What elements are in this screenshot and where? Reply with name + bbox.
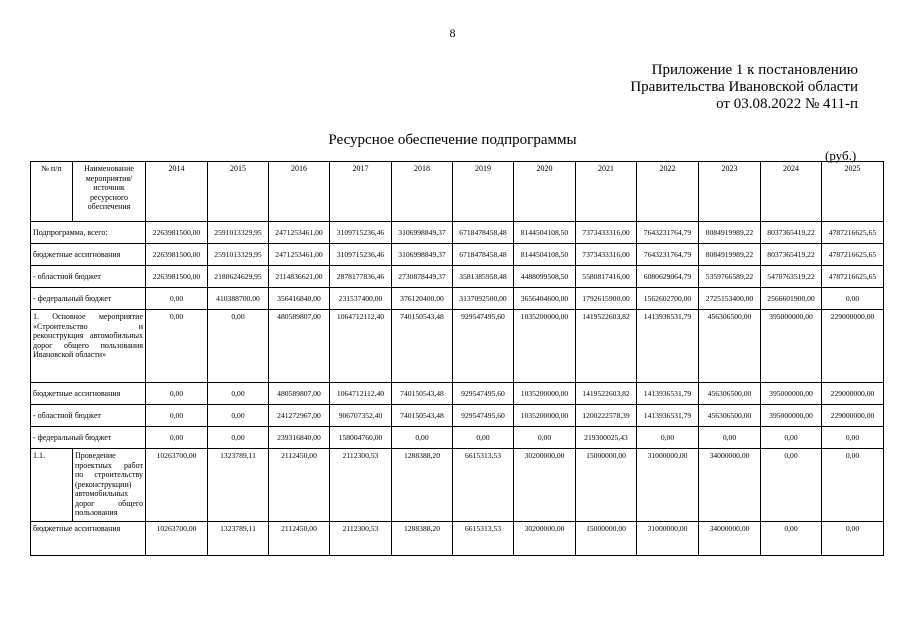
- value-cell: 1288388,20: [392, 449, 453, 522]
- value-cell: 480589807,00: [269, 383, 330, 405]
- value-cell: 6080629064,79: [637, 266, 699, 288]
- value-cell: 0,00: [208, 405, 269, 427]
- row-label: Подпрограмма, всего:: [31, 222, 146, 244]
- value-cell: 158004760,00: [330, 427, 392, 449]
- value-cell: 1562602700,00: [637, 288, 699, 310]
- value-cell: 1288388,20: [392, 522, 453, 556]
- value-cell: 5359766589,22: [699, 266, 761, 288]
- value-cell: 929547495,60: [453, 383, 514, 405]
- table-row: [31, 244, 884, 266]
- value-cell: 2566601900,00: [761, 288, 822, 310]
- value-cell: 1792615900,00: [576, 288, 637, 310]
- value-cell: 740150543,48: [392, 383, 453, 405]
- row-label: Проведение проектных работ по строительству (реконструкции) автомобильных дорог общего пользования: [73, 449, 146, 522]
- table-row: [31, 222, 884, 244]
- value-cell: 456306500,00: [699, 310, 761, 383]
- value-cell: 3581385958,48: [453, 266, 514, 288]
- value-cell: 6615313,53: [453, 449, 514, 522]
- value-cell: 8144504108,50: [514, 244, 576, 266]
- table-row: [31, 405, 884, 427]
- value-cell: 2112300,53: [330, 522, 392, 556]
- value-cell: 2112450,00: [269, 449, 330, 522]
- value-cell: 3656404600,00: [514, 288, 576, 310]
- row-label: - федеральный бюджет: [31, 288, 146, 310]
- value-cell: 1064712112,40: [330, 383, 392, 405]
- value-cell: 0,00: [761, 522, 822, 556]
- value-cell: 2114836621,00: [269, 266, 330, 288]
- value-cell: 2263981500,00: [146, 244, 208, 266]
- value-cell: 0,00: [822, 288, 884, 310]
- value-cell: 0,00: [822, 522, 884, 556]
- header-year: 2023: [699, 162, 761, 222]
- currency-unit: (руб.): [825, 148, 857, 163]
- value-cell: 0,00: [208, 310, 269, 383]
- value-cell: 8084919989,22: [699, 222, 761, 244]
- value-cell: 410388700,00: [208, 288, 269, 310]
- row-label: - федеральный бюджет: [31, 427, 146, 449]
- header-year: 2014: [146, 162, 208, 222]
- value-cell: 0,00: [392, 427, 453, 449]
- value-cell: 2263981500,00: [146, 222, 208, 244]
- header-name: Наименование мероприятия/ источник ресурсного обеспечения: [73, 162, 146, 222]
- value-cell: 376120400,00: [392, 288, 453, 310]
- value-cell: 3109715236,46: [330, 244, 392, 266]
- header-year: 2020: [514, 162, 576, 222]
- value-cell: 929547495,60: [453, 310, 514, 383]
- value-cell: 395000000,00: [761, 405, 822, 427]
- row-label: - областной бюджет: [31, 405, 146, 427]
- value-cell: 6615313,53: [453, 522, 514, 556]
- value-cell: 219300025,43: [576, 427, 637, 449]
- value-cell: 2471253461,00: [269, 244, 330, 266]
- value-cell: 0,00: [822, 449, 884, 522]
- value-cell: 3106998849,37: [392, 244, 453, 266]
- value-cell: 8144504108,50: [514, 222, 576, 244]
- value-cell: 34000000,00: [699, 522, 761, 556]
- header-year: 2019: [453, 162, 514, 222]
- value-cell: 10263700,00: [146, 522, 208, 556]
- value-cell: 1413936531,79: [637, 405, 699, 427]
- value-cell: 2112450,00: [269, 522, 330, 556]
- value-cell: 3137092500,00: [453, 288, 514, 310]
- value-cell: 7643231764,79: [637, 244, 699, 266]
- value-cell: 4488099508,50: [514, 266, 576, 288]
- value-cell: 3109715236,46: [330, 222, 392, 244]
- value-cell: 0,00: [761, 427, 822, 449]
- value-cell: 0,00: [146, 383, 208, 405]
- row-label: бюджетные ассигнования: [31, 244, 146, 266]
- value-cell: 241272967,00: [269, 405, 330, 427]
- value-cell: 8037365419,22: [761, 222, 822, 244]
- value-cell: 1035200000,00: [514, 383, 576, 405]
- header-year: 2021: [576, 162, 637, 222]
- value-cell: 4787216625,65: [822, 266, 884, 288]
- appendix-line-1: Приложение 1 к постановлению: [651, 62, 858, 78]
- value-cell: 34000000,00: [699, 449, 761, 522]
- value-cell: 0,00: [146, 427, 208, 449]
- value-cell: 2263981500,00: [146, 266, 208, 288]
- value-cell: 1413936531,79: [637, 310, 699, 383]
- value-cell: 15000000,00: [576, 449, 637, 522]
- document-title: Ресурсное обеспечение подпрограммы: [328, 132, 577, 148]
- value-cell: 906707352,40: [330, 405, 392, 427]
- value-cell: 2591013329,95: [208, 222, 269, 244]
- value-cell: 0,00: [146, 310, 208, 383]
- header-year: 2016: [269, 162, 330, 222]
- page-number: 8: [449, 26, 456, 40]
- header-year: 2017: [330, 162, 392, 222]
- value-cell: 395000000,00: [761, 310, 822, 383]
- appendix-line-2: Правительства Ивановской области: [630, 79, 858, 95]
- value-cell: 929547495,60: [453, 405, 514, 427]
- value-cell: 3106998849,37: [392, 222, 453, 244]
- value-cell: 231537400,00: [330, 288, 392, 310]
- value-cell: 8084919989,22: [699, 244, 761, 266]
- value-cell: 5580817416,00: [576, 266, 637, 288]
- value-cell: 480589807,00: [269, 310, 330, 383]
- value-cell: 0,00: [453, 427, 514, 449]
- row-label: 1. Основное мероприятие «Строительство и реконструкция автомобильных дорог общего пользования Ивановской области»: [31, 310, 146, 383]
- value-cell: 10263700,00: [146, 449, 208, 522]
- value-cell: 2180624629,95: [208, 266, 269, 288]
- value-cell: 31000000,00: [637, 449, 699, 522]
- value-cell: 356416840,00: [269, 288, 330, 310]
- value-cell: 740150543,48: [392, 405, 453, 427]
- table-row: [31, 310, 884, 383]
- row-label: бюджетные ассигнования: [31, 522, 146, 556]
- value-cell: 2878177836,46: [330, 266, 392, 288]
- value-cell: 0,00: [514, 427, 576, 449]
- value-cell: 7373433316,00: [576, 222, 637, 244]
- value-cell: 4787216625,65: [822, 244, 884, 266]
- value-cell: 0,00: [146, 405, 208, 427]
- value-cell: 229000000,00: [822, 310, 884, 383]
- value-cell: 1413936531,79: [637, 383, 699, 405]
- value-cell: 30200000,00: [514, 522, 576, 556]
- value-cell: 1419522603,82: [576, 310, 637, 383]
- value-cell: 0,00: [699, 427, 761, 449]
- value-cell: 229000000,00: [822, 405, 884, 427]
- value-cell: 0,00: [208, 383, 269, 405]
- value-cell: 0,00: [637, 427, 699, 449]
- value-cell: 1323789,11: [208, 449, 269, 522]
- header-year: 2024: [761, 162, 822, 222]
- table-body: [31, 222, 884, 556]
- table-header-row: [31, 162, 884, 222]
- value-cell: 7643231764,79: [637, 222, 699, 244]
- value-cell: 1419522603,82: [576, 383, 637, 405]
- value-cell: 7373433316,00: [576, 244, 637, 266]
- value-cell: 8037365419,22: [761, 244, 822, 266]
- value-cell: 2112300,53: [330, 449, 392, 522]
- header-year: 2025: [822, 162, 884, 222]
- value-cell: 0,00: [146, 288, 208, 310]
- value-cell: 239316840,00: [269, 427, 330, 449]
- header-year: 2015: [208, 162, 269, 222]
- table-row: [31, 427, 884, 449]
- value-cell: 30200000,00: [514, 449, 576, 522]
- value-cell: 1064712112,40: [330, 310, 392, 383]
- value-cell: 456306500,00: [699, 383, 761, 405]
- value-cell: 5470763519,22: [761, 266, 822, 288]
- table-row: [31, 449, 884, 522]
- value-cell: 1035200000,00: [514, 310, 576, 383]
- value-cell: 6718478458,48: [453, 244, 514, 266]
- value-cell: 15000000,00: [576, 522, 637, 556]
- value-cell: 2730878449,37: [392, 266, 453, 288]
- table-row: [31, 288, 884, 310]
- value-cell: 4787216625,65: [822, 222, 884, 244]
- appendix-line-3: от 03.08.2022 № 411-п: [716, 96, 858, 112]
- value-cell: 1323789,11: [208, 522, 269, 556]
- header-year: 2018: [392, 162, 453, 222]
- resource-table: [30, 161, 884, 556]
- value-cell: 1200222578,39: [576, 405, 637, 427]
- value-cell: 2471253461,00: [269, 222, 330, 244]
- value-cell: 229000000,00: [822, 383, 884, 405]
- value-cell: 395000000,00: [761, 383, 822, 405]
- table-row: [31, 522, 884, 556]
- value-cell: 0,00: [822, 427, 884, 449]
- table-row: [31, 266, 884, 288]
- row-label: - областной бюджет: [31, 266, 146, 288]
- value-cell: 0,00: [208, 427, 269, 449]
- value-cell: 2725153400,00: [699, 288, 761, 310]
- value-cell: 6718478458,48: [453, 222, 514, 244]
- value-cell: 456306500,00: [699, 405, 761, 427]
- header-year: 2022: [637, 162, 699, 222]
- row-label: бюджетные ассигнования: [31, 383, 146, 405]
- header-num: № п/п: [31, 162, 73, 222]
- table-row: [31, 383, 884, 405]
- value-cell: 0,00: [761, 449, 822, 522]
- appendix-note: [630, 62, 858, 113]
- value-cell: 2591013329,95: [208, 244, 269, 266]
- row-number: 1.1.: [31, 449, 73, 522]
- value-cell: 31000000,00: [637, 522, 699, 556]
- value-cell: 740150543,48: [392, 310, 453, 383]
- value-cell: 1035200000,00: [514, 405, 576, 427]
